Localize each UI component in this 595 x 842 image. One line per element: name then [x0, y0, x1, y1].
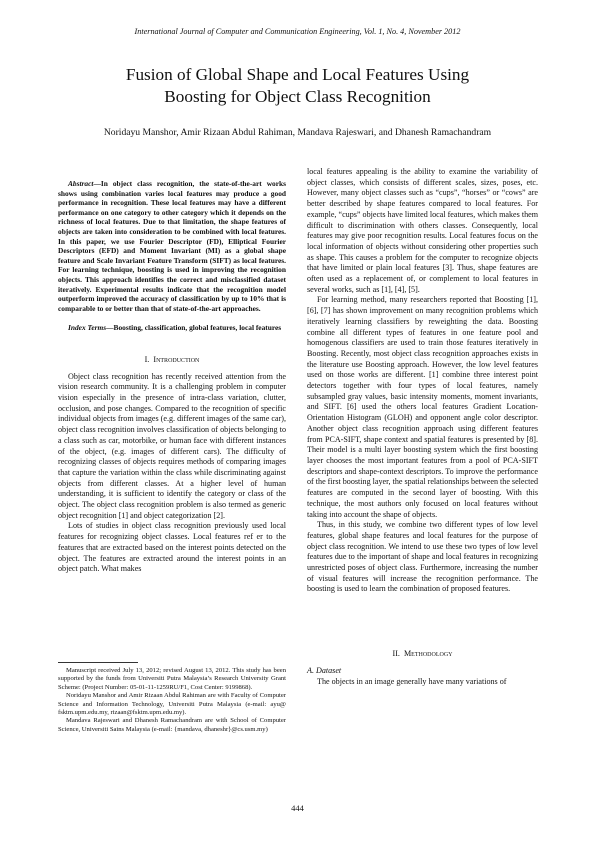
- abstract-label: Abstract: [68, 179, 94, 188]
- right-paragraph-1: local features appealing is the ability to examine the variability of object classes, which consists of different scales, sizes, poses, etc. However, many object classes such as “cups”, “horses” or “cows” are better described by shape features compared to local features. For example, “cups” objects have limited local features, which makes them difficult to discrimination with others classes. Consequently, local features may give poor recognition results. Local features focus on the local information of objects without considering other properties such as shape. This causes a problem for the computer to recognize objects that have limited or plain local features [3]. Thus, shape features are often used as a replacement of, or complement to local features in several works, such as [1], [4], [5].: [307, 167, 538, 294]
- footnote-manuscript: Manuscript received July 13, 2012; revised August 13, 2012. This study has been supported by the funds from Universiti Putra Malaysia’s Research University Grant Scheme: (Project Number: 05-01-11-1259RU/F1, Cost Center: 9199868).: [58, 667, 286, 691]
- index-terms-text: —Boosting, classification, global features, local features: [106, 323, 282, 333]
- author-list: Noridayu Manshor, Amir Rizaan Abdul Rahiman, Mandava Rajeswari, and Dhanesh Ramachandram: [103, 127, 492, 138]
- paper-title: [60, 64, 535, 108]
- index-terms-label: Index Terms: [68, 323, 107, 333]
- intro-paragraph-2: Lots of studies in object class recognition previously used local features for recognizing object classes. Local features ref er to the features that are extracted based on the interest points detected on the object. The features are extracted around the interest points in an object patch. What makes: [58, 521, 286, 574]
- index-terms: [58, 323, 286, 333]
- footnote-authors-upm: Noridayu Manshor and Amir Rizaan Abdul Rahiman are with Faculty of Computer Science and Information Technology, Universiti Putra Malaysia (e-mail: ayu@ fsktm.upm.edu.my, rizaan@fsktm.upm.edu.my).: [58, 692, 286, 717]
- title-line-2: Boosting for Object Class Recognition: [164, 87, 431, 106]
- subsection-dataset: A. Dataset: [307, 665, 342, 675]
- title-line-1: Fusion of Global Shape and Local Features Using: [125, 65, 470, 84]
- section-heading-methodology: II. Methodology: [392, 649, 453, 659]
- footnote-authors-usm: Mandava Rajeswari and Dhanesh Ramachandram are with School of Computer Science, Universiti Sains Malaysia (e-mail: {mandava, dhaneshr}@cs.usm.my): [58, 717, 286, 733]
- footnote-rule: [58, 662, 138, 663]
- dataset-paragraph: The objects in an image generally have many variations of: [317, 676, 507, 686]
- right-paragraph-2: For learning method, many researchers reported that Boosting [1], [6], [7] has shown improvement on many recognition problems which iteratively learning classifiers by reweighting the data. Boosting combine all different types of features in one feature pool and homogenous classifiers are used to train those features iteratively in Boosting. Recently, most object class recognition approaches exists in the literature use Boosting approach. However, the low level features used on those works are different. [1] combine three interest point detectors together with four types of local features, namely subsampled gray values, basic intensity moments, moment invariants, and SIFT. [6] used the others local features Gradient Location-Orientation Histogram (GLOH) and opponent angle color descriptor. Another object class recognition approach using different features from PCA-SIFT, shape context and spatial features is presented by [8]. Their model is a multi layer boosting system which the first boosting layer chooses the most important features from a pool of PCA-SIFT descriptors and shape-context descriptors. To improve the performance of the first boosting layer, the spatial relationships between the selected features are computed in the second layer of boosting. With this technique, the most authors only focused on local features without taking into account the shape of objects.: [307, 295, 538, 519]
- right-column: [307, 167, 538, 687]
- journal-header: International Journal of Computer and Communication Engineering, Vol. 1, No. 4, November 2012: [134, 27, 461, 36]
- intro-paragraph-1: Object class recognition has recently received attention from the vision research community. It is a challenging problem in computer vision especially in the presence of intra-class variation, clutter, occlusion, and pose changes. Compared to the recognition of specific individual objects from images (e.g. different images of the same car), object class recognition involves classification of objects belonging to a class such as car, motorbike, or human face with different instances of the object, (e.g. images of different cars). The difficulty of recognizing classes of objects requires methods of comparing images that capture the variation within the class while discriminating against objects from different classes. At a higher level of human understanding, it is sufficient to identify the category or class of the object. The object class recognition problem is also termed as generic object recognition [1] and object categorization [2].: [58, 371, 286, 520]
- page-number: 444: [291, 803, 304, 813]
- abstract-text: —In object class recognition, the state-of-the-art works shows using combination varies local features may produce a good performance in recognition. These local features may have a different performance on one category to other category which it depends on the richness of local features. Due to that limitation, the shape features of objects are taken into consideration to be combined with local features. In this paper, we use Fourier Descriptor (FD), Elliptical Fourier Descriptors (EFD) and Moment Invariant (MI) as a global shape feature and Scale Invariant Feature Transform (SIFT) as local features. For learning technique, boosting is used in improving the recognition objects. This approach identifies the correct and misclassified dataset iteratively. Experimental results indicate that the recognition model outperform improved the accuracy of classification by up to 10% that is comparable to or better than that of state-of-the-art approaches.: [58, 179, 286, 313]
- right-paragraph-3: Thus, in this study, we combine two different types of low level features, global shape features and local features for the purpose of object class recognition. We intend to use these two types of low level features due to the important of shape and local features in recognizing unrestricted poses of object class. Furthermore, increasing the number of visual features will increase the recognition performance. The boosting is used to learn the combination of proposed features.: [307, 520, 538, 594]
- section-heading-introduction: I. Introduction: [144, 354, 200, 364]
- footnotes: [58, 667, 286, 734]
- abstract: [58, 179, 286, 313]
- left-column: [58, 179, 286, 575]
